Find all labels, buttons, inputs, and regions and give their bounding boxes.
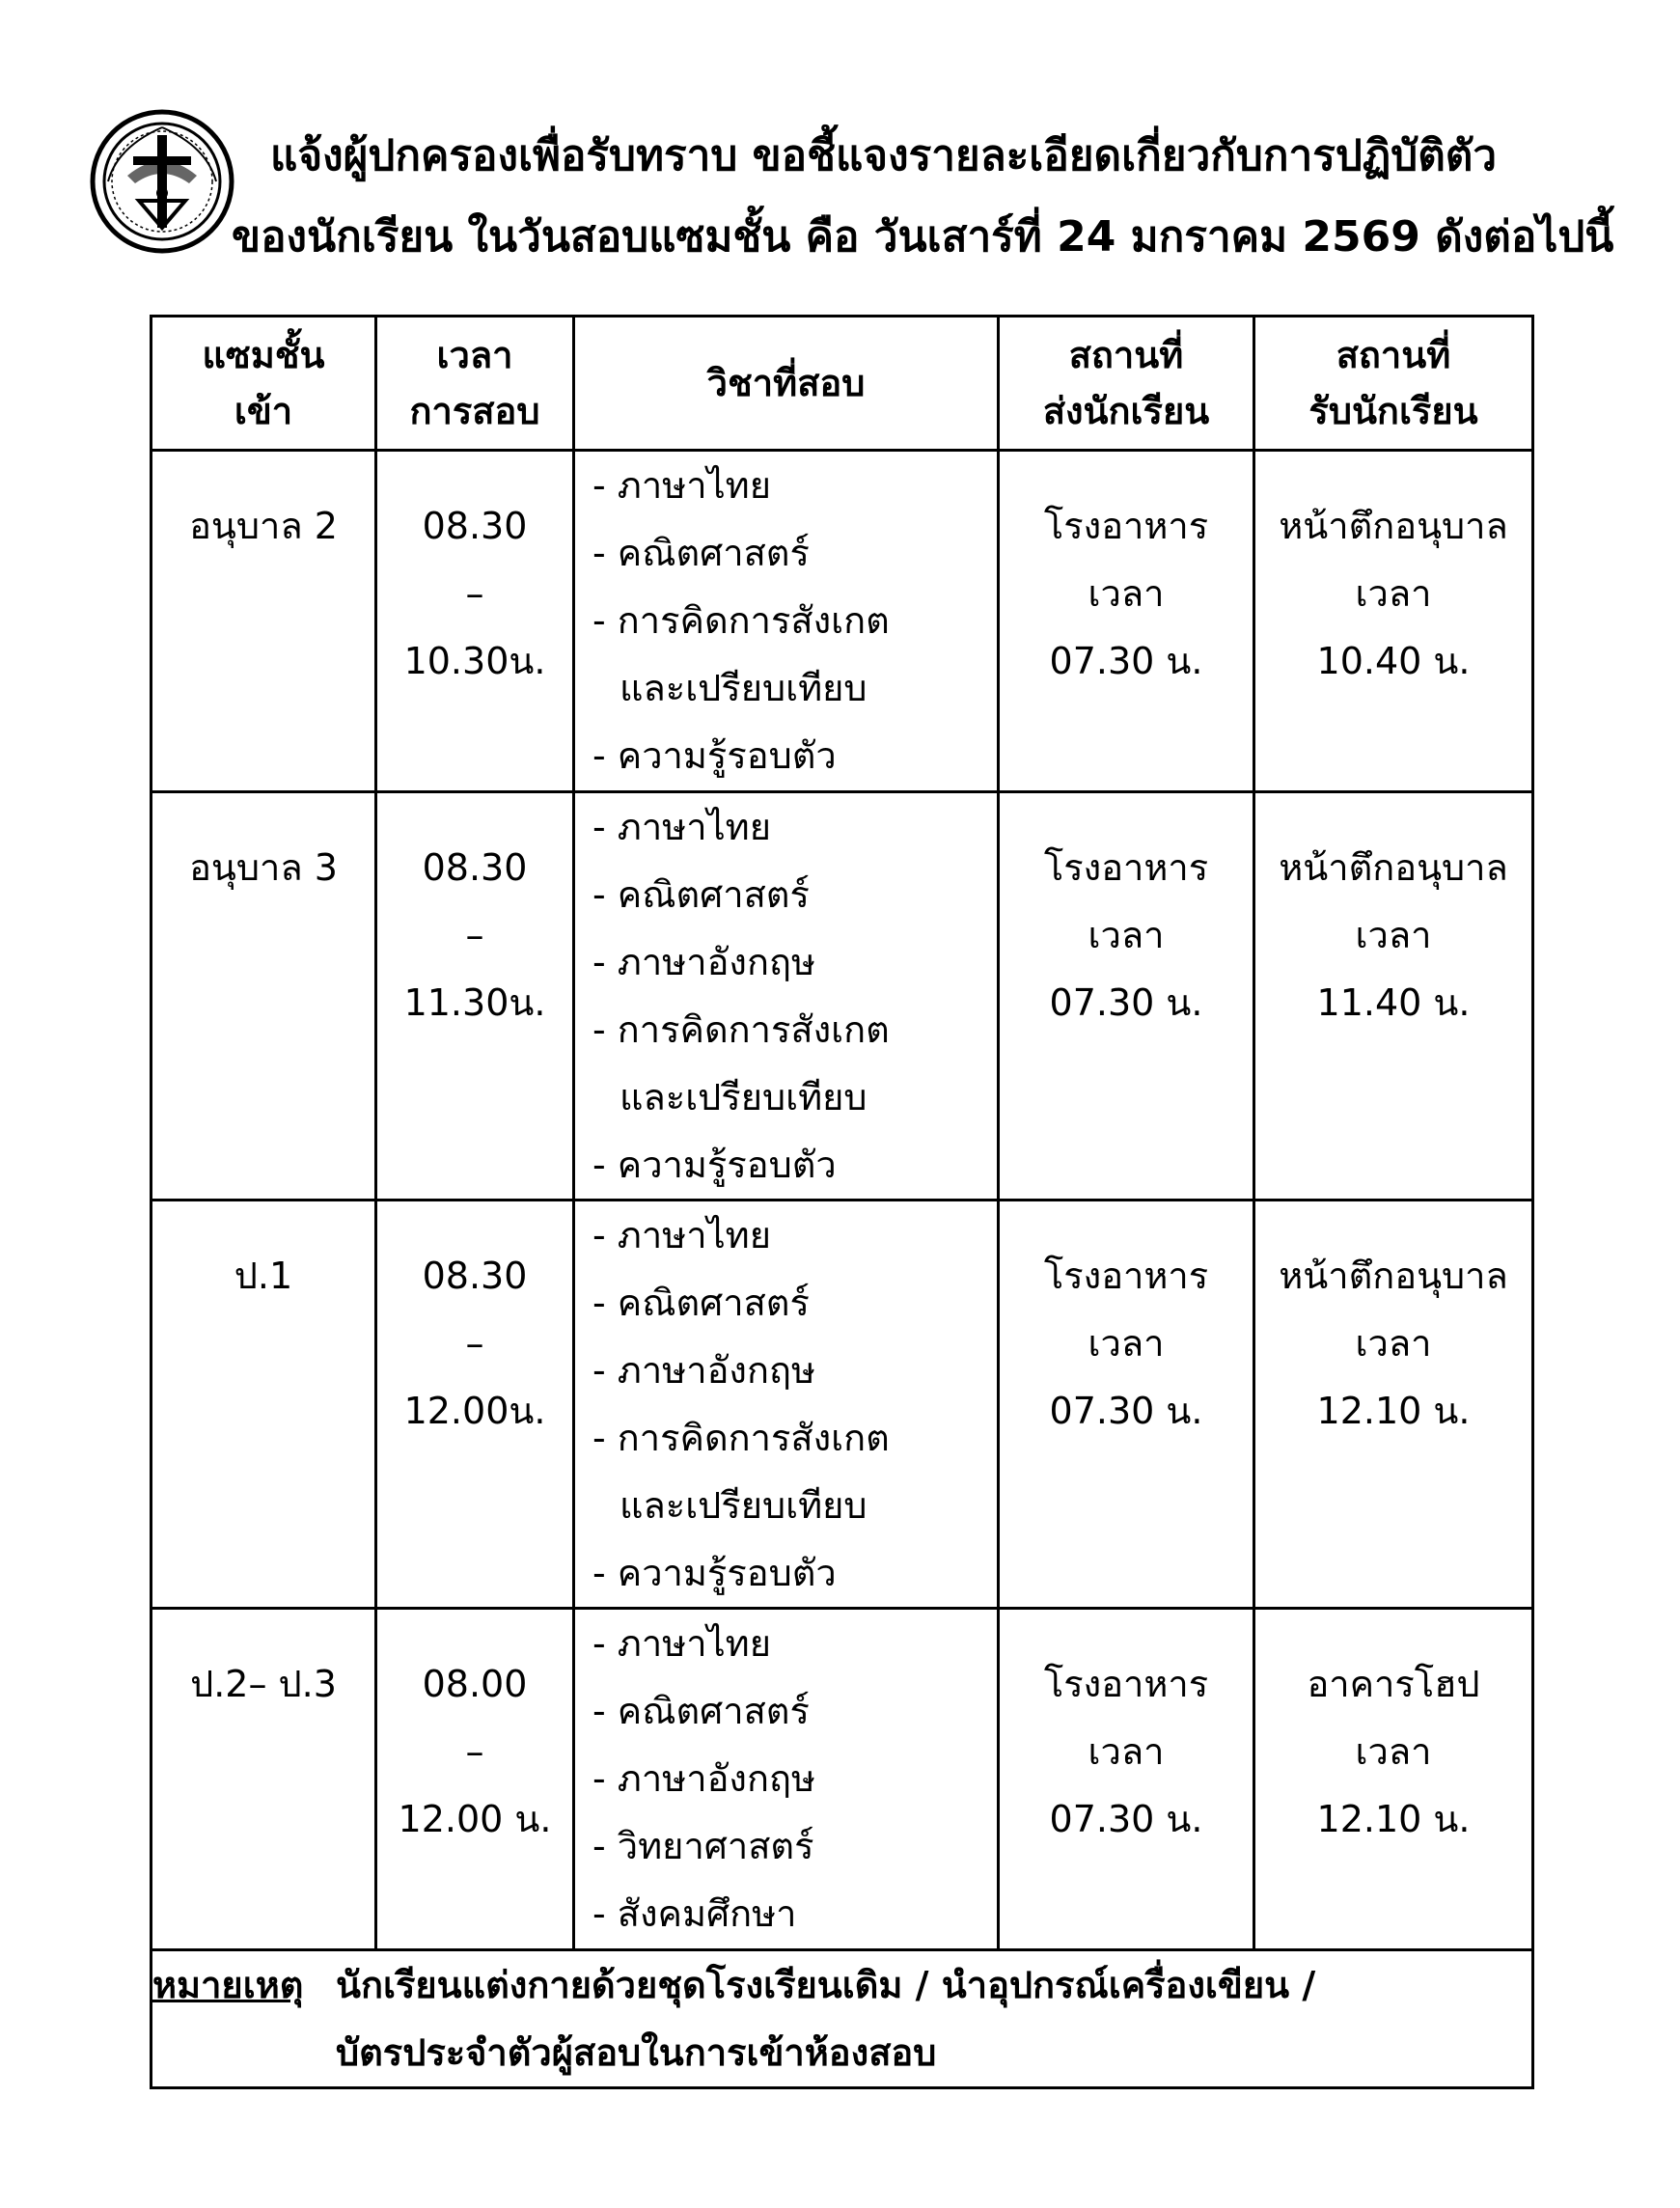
note-line-1: นักเรียนแต่งกายด้วยชุดโรงเรียนเดิม / นำอุปกรณ์เครื่องเขียน / xyxy=(336,1964,1316,2006)
subject-item: - ภาษาอังกฤษ xyxy=(592,941,816,983)
time-end: 11.30น. xyxy=(403,981,546,1024)
dropoff-time: 07.30 น. xyxy=(1049,1798,1203,1840)
subject-item: - คณิตศาสตร์ xyxy=(592,873,810,916)
header-level xyxy=(151,317,376,451)
header-level-line2: เข้า xyxy=(234,390,293,432)
level-text: ป.1 xyxy=(234,1255,293,1297)
pickup-label: เวลา xyxy=(1355,1730,1432,1773)
level-text: อนุบาล 3 xyxy=(189,846,338,889)
dropoff-label: เวลา xyxy=(1088,1730,1165,1773)
table-row xyxy=(151,792,1533,1201)
pickup-time: 10.40 น. xyxy=(1316,640,1471,682)
subjects-cell xyxy=(574,792,999,1201)
note-line-2: บัตรประจำตัวผู้สอบในการเข้าห้องสอบ xyxy=(336,2031,937,2074)
dropoff-cell xyxy=(999,792,1254,1201)
header-dropoff-line2: ส่งนักเรียน xyxy=(1042,390,1210,432)
time-start: 08.00 xyxy=(422,1663,528,1705)
header-pickup xyxy=(1254,317,1533,451)
table-row xyxy=(151,451,1533,792)
dropoff-label: เวลา xyxy=(1088,1322,1165,1365)
subject-item: - ภาษาไทย xyxy=(592,1214,771,1256)
pickup-place: อาคารโฮป xyxy=(1307,1663,1480,1705)
header-time-line2: การสอบ xyxy=(409,390,540,432)
time-separator: – xyxy=(465,1322,484,1365)
dropoff-time: 07.30 น. xyxy=(1049,981,1203,1024)
subject-item: - ภาษาไทย xyxy=(592,806,771,848)
time-end: 12.00น. xyxy=(403,1390,546,1432)
subject-item: - ความรู้รอบตัว xyxy=(592,1552,837,1594)
subject-item-continuation: และเปรียบเทียบ xyxy=(620,1484,868,1527)
note-cell xyxy=(151,1950,1533,2088)
pickup-time: 12.10 น. xyxy=(1316,1390,1471,1432)
page-title xyxy=(232,116,1621,278)
table-row xyxy=(151,1201,1533,1609)
time-separator: – xyxy=(465,1730,484,1773)
pickup-label: เวลา xyxy=(1355,914,1432,956)
subject-item: - การคิดการสังเกต xyxy=(592,1417,890,1459)
time-separator: – xyxy=(465,572,484,615)
subject-item: - ความรู้รอบตัว xyxy=(592,1144,837,1186)
exam-schedule-table xyxy=(150,315,1534,2089)
pickup-label: เวลา xyxy=(1355,572,1432,615)
pickup-cell xyxy=(1254,792,1533,1201)
subject-item: - คณิตศาสตร์ xyxy=(592,1690,810,1732)
subject-item: - คณิตศาสตร์ xyxy=(592,532,810,574)
subjects-cell xyxy=(574,1609,999,1950)
header-dropoff-line1: สถานที่ xyxy=(1068,334,1184,376)
time-separator: – xyxy=(465,914,484,956)
dropoff-cell xyxy=(999,451,1254,792)
subject-item: - วิทยาศาสตร์ xyxy=(592,1825,814,1867)
title-line-1: แจ้งผู้ปกครองเพื่อรับทราบ ขอชี้แจงรายละเอียดเกี่ยวกับการปฏิบัติตัว xyxy=(270,131,1498,180)
header-subjects xyxy=(574,317,999,451)
subject-item: - ภาษาอังกฤษ xyxy=(592,1757,816,1800)
dropoff-place: โรงอาหาร xyxy=(1043,846,1209,889)
dropoff-label: เวลา xyxy=(1088,914,1165,956)
dropoff-place: โรงอาหาร xyxy=(1043,505,1209,547)
pickup-place: หน้าตึกอนุบาล xyxy=(1279,505,1508,547)
subjects-cell xyxy=(574,1201,999,1609)
subject-item: - การคิดการสังเกต xyxy=(592,1008,890,1051)
level-cell xyxy=(151,1201,376,1609)
time-cell xyxy=(376,1201,574,1609)
subject-item-continuation: และเปรียบเทียบ xyxy=(620,667,868,709)
level-text: อนุบาล 2 xyxy=(189,505,338,547)
note-label: หมายเหตุ xyxy=(152,1964,304,2006)
subject-item: - สังคมศึกษา xyxy=(592,1892,797,1935)
pickup-place: หน้าตึกอนุบาล xyxy=(1279,1255,1508,1297)
time-cell xyxy=(376,792,574,1201)
pickup-label: เวลา xyxy=(1355,1322,1432,1365)
subject-item: - ความรู้รอบตัว xyxy=(592,734,837,777)
school-seal-icon xyxy=(89,108,235,255)
table-header-row xyxy=(151,317,1533,451)
header-time-line1: เวลา xyxy=(436,334,513,376)
subject-item-continuation: และเปรียบเทียบ xyxy=(620,1076,868,1118)
pickup-place: หน้าตึกอนุบาล xyxy=(1279,846,1508,889)
header-level-line1: แซมชั้น xyxy=(202,334,325,376)
pickup-cell xyxy=(1254,1201,1533,1609)
level-text: ป.2– ป.3 xyxy=(190,1663,337,1705)
time-cell xyxy=(376,1609,574,1950)
dropoff-place: โรงอาหาร xyxy=(1043,1663,1209,1705)
dropoff-place: โรงอาหาร xyxy=(1043,1255,1209,1297)
level-cell xyxy=(151,451,376,792)
dropoff-cell xyxy=(999,1609,1254,1950)
dropoff-time: 07.30 น. xyxy=(1049,640,1203,682)
time-end: 10.30น. xyxy=(403,640,546,682)
pickup-time: 12.10 น. xyxy=(1316,1798,1471,1840)
time-cell xyxy=(376,451,574,792)
table-row xyxy=(151,1609,1533,1950)
header-time xyxy=(376,317,574,451)
header-pickup-line1: สถานที่ xyxy=(1336,334,1451,376)
subject-item: - ภาษาไทย xyxy=(592,464,771,507)
dropoff-time: 07.30 น. xyxy=(1049,1390,1203,1432)
time-start: 08.30 xyxy=(422,505,528,547)
pickup-cell xyxy=(1254,451,1533,792)
pickup-cell xyxy=(1254,1609,1533,1950)
header-pickup-line2: รับนักเรียน xyxy=(1308,390,1478,432)
subject-item: - การคิดการสังเกต xyxy=(592,599,890,642)
time-start: 08.30 xyxy=(422,1255,528,1297)
subjects-cell xyxy=(574,451,999,792)
subject-item: - คณิตศาสตร์ xyxy=(592,1282,810,1324)
header-dropoff xyxy=(999,317,1254,451)
level-cell xyxy=(151,792,376,1201)
dropoff-cell xyxy=(999,1201,1254,1609)
level-cell xyxy=(151,1609,376,1950)
dropoff-label: เวลา xyxy=(1088,572,1165,615)
subject-item: - ภาษาอังกฤษ xyxy=(592,1349,816,1392)
note-row xyxy=(151,1950,1533,2088)
time-end: 12.00 น. xyxy=(398,1798,552,1840)
pickup-time: 11.40 น. xyxy=(1316,981,1471,1024)
subject-item: - ภาษาไทย xyxy=(592,1622,771,1665)
title-line-2: ของนักเรียน ในวันสอบแซมชั้น คือ วันเสาร์ที่ 24 มกราคม 2569 ดังต่อไปนี้ xyxy=(232,212,1614,262)
header-subjects-label: วิชาที่สอบ xyxy=(706,362,866,404)
time-start: 08.30 xyxy=(422,846,528,889)
